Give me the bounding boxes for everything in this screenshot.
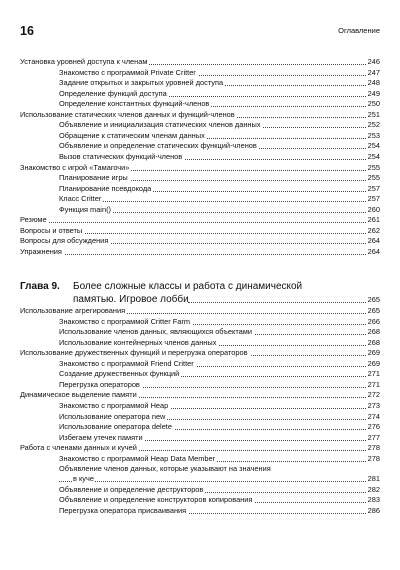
dot-leader: [20, 222, 368, 223]
toc-page-number: 278: [367, 443, 380, 453]
toc-section-entry: [20, 163, 380, 173]
dot-leader: [59, 481, 368, 482]
toc-subsection-entry: [20, 173, 380, 183]
toc-entry-title: Использование оператора new: [59, 411, 166, 421]
toc-page-number: 255: [367, 173, 380, 183]
toc-entry-title: Вызов статических функций-членов: [59, 151, 183, 161]
toc-entry-title: Установка уровней доступа к членам: [20, 57, 148, 66]
toc-page-number: 266: [367, 316, 380, 326]
toc-page-number: 264: [367, 236, 380, 246]
toc-page-number: 260: [367, 204, 380, 214]
toc-page-number: 271: [367, 369, 380, 379]
toc-subsection-entry: [20, 464, 380, 484]
toc-page-number: 272: [367, 390, 380, 400]
toc-entry-title: Знакомство с программой Heap: [59, 400, 169, 410]
toc-section-entry: [20, 110, 380, 120]
toc-page-number: 254: [367, 151, 380, 161]
toc-subsection-entry: [20, 317, 380, 327]
toc-entry-title: Знакомство с программой Critter Farm: [59, 316, 191, 326]
toc-page-number: 255: [367, 162, 380, 172]
toc-subsection-entry: [20, 380, 380, 390]
toc-page-number: 273: [367, 400, 380, 410]
toc-entry-title: Объявление и определение деструкторов: [59, 484, 204, 494]
toc-entry-title: Использование агрегирования: [20, 306, 126, 315]
toc-entry-title: Объявление членов данных, которые указывают на значения: [59, 464, 271, 474]
toc-entry-title: Динамическое выделение памяти: [20, 390, 137, 400]
toc-page-number: 269: [367, 348, 380, 358]
chapter-title-line-1: Более сложные классы и работа с динамической: [73, 281, 303, 292]
toc-subsection-entry: [20, 338, 380, 348]
toc-page-number: 265: [367, 306, 380, 315]
toc-page-number: 247: [367, 67, 380, 77]
toc-page-number: 282: [367, 484, 380, 494]
toc-page-number: 271: [367, 379, 380, 389]
toc-entry-title: Использование статических членов данных и функций-членов: [20, 109, 235, 119]
toc-page-number: 286: [367, 505, 380, 515]
toc-subsection-entry: [20, 495, 380, 505]
chapter-page-row: [73, 295, 380, 305]
toc-entry-title: Обращение к статическим членам данных: [59, 130, 205, 140]
running-title: Оглавление: [338, 26, 380, 35]
chapter-title-line-2: памятью. Игровое лобби: [73, 294, 189, 305]
toc-subsection-entry: [20, 401, 380, 411]
toc-page-number: 261: [367, 215, 380, 225]
toc-entry-title-continuation: в куче: [73, 474, 94, 484]
toc-subsection-entry: [20, 194, 380, 204]
toc-entry-title: Объявление и инициализация статических членов данных: [59, 120, 261, 130]
toc-section-entry: [20, 226, 380, 236]
toc-section-entry: [20, 236, 380, 246]
toc-page-number: 257: [367, 183, 380, 193]
chapter-page-number: 265: [367, 295, 380, 304]
toc-entry-title: Определение константных функций-членов: [59, 99, 210, 109]
toc-entry-title: Знакомство с игрой «Тамагочи»: [20, 162, 130, 172]
dot-leader: [59, 201, 368, 202]
toc-entry-title: Создание дружественных функций: [59, 369, 180, 379]
toc-subsection-entry: [20, 152, 380, 162]
toc-section-entry: [20, 57, 380, 67]
toc-subsection-entry: [20, 89, 380, 99]
toc-subsection-entry: [20, 369, 380, 379]
toc-subsection-entry: [20, 359, 380, 369]
toc-entry-title: Знакомство с программой Heap Data Member: [59, 453, 216, 463]
toc-page-number: 250: [367, 99, 380, 109]
toc-page-number: 264: [367, 246, 380, 256]
toc-entry-title: Перегрузка операторов: [59, 379, 140, 389]
toc-subsection-entry: [20, 205, 380, 215]
toc-page-number: 257: [367, 194, 380, 204]
toc-page-number: 277: [367, 432, 380, 442]
toc-page-number: 248: [367, 78, 380, 88]
toc-page-number: 281: [367, 474, 380, 484]
toc-page-number: 246: [367, 57, 380, 66]
toc-page-number: 268: [367, 337, 380, 347]
toc-entry-title: Объявление и определение статических функций-членов: [59, 141, 257, 151]
dot-leader: [188, 302, 368, 303]
toc-subsection-entry: [20, 131, 380, 141]
toc-page-number: 249: [367, 88, 380, 98]
toc-section-entry: [20, 443, 380, 453]
toc-subsection-entry: [20, 99, 380, 109]
chapter-label: Глава 9.: [20, 281, 60, 292]
toc-subsection-entry: [20, 485, 380, 495]
toc-subsection-entry: [20, 433, 380, 443]
toc-subsection-entry: [20, 454, 380, 464]
toc-entry-title: Знакомство с программой Friend Critter: [59, 358, 194, 368]
table-of-contents: [20, 0, 380, 570]
toc-entry-title: Избегаем утечек памяти: [59, 432, 143, 442]
toc-entry-title: Работа с членами данных и кучей: [20, 443, 137, 453]
toc-entry-title: Определение функций доступа: [59, 88, 167, 98]
toc-entry-title: Объявление и определение конструкторов копирования: [59, 495, 253, 505]
toc-page-number: 268: [367, 327, 380, 337]
toc-entry-title: Планирование псевдокода: [59, 183, 152, 193]
toc-page-number: 276: [367, 422, 380, 432]
page-number: 16: [20, 24, 34, 38]
toc-section-entry: [20, 306, 380, 316]
toc-page-number: 269: [367, 358, 380, 368]
toc-section-entry: [20, 348, 380, 358]
toc-section-entry: [20, 247, 380, 257]
toc-section-entry: [20, 390, 380, 400]
toc-entry-title: Вопросы и ответы: [20, 225, 83, 235]
toc-entry-title: Класс Critter: [59, 194, 102, 204]
toc-entry-title: Использование контейнерных членов данных: [59, 337, 217, 347]
toc-entry-title: Перегрузка оператора присваивания: [59, 505, 187, 515]
toc-subsection-entry: [20, 141, 380, 151]
toc-page-number: 283: [367, 495, 380, 505]
toc-page-number: 278: [367, 453, 380, 463]
toc-page-number: 253: [367, 130, 380, 140]
toc-page-number: 251: [367, 109, 380, 119]
toc-subsection-entry: [20, 120, 380, 130]
toc-section-entry: [20, 215, 380, 225]
toc-entry-title: Знакомство с программой Private Critter: [59, 67, 196, 77]
toc-entry-title: Задание открытых и закрытых уровней доступа: [59, 78, 224, 88]
toc-subsection-entry: [20, 78, 380, 88]
toc-entry-title: Использование оператора delete: [59, 422, 172, 432]
toc-page-number: 252: [367, 120, 380, 130]
toc-subsection-entry: [20, 327, 380, 337]
toc-entry-title: Планирование игры: [59, 173, 128, 183]
toc-entry-title: Упражнения: [20, 246, 62, 256]
toc-subsection-entry: [20, 422, 380, 432]
toc-subsection-entry: [20, 184, 380, 194]
toc-subsection-entry: [20, 506, 380, 516]
toc-entry-title: Резюме: [20, 215, 47, 225]
toc-page-number: 254: [367, 141, 380, 151]
toc-subsection-entry: [20, 412, 380, 422]
toc-entry-title: Использование дружественных функций и перегрузка операторов: [20, 348, 248, 358]
dot-leader: [20, 254, 368, 255]
toc-entry-title: Вопросы для обсуждения: [20, 236, 109, 246]
toc-page-number: 262: [367, 225, 380, 235]
toc-entry-title: Использование членов данных, являющихся объектами: [59, 327, 252, 337]
toc-subsection-entry: [20, 68, 380, 78]
toc-entry-title: Функция main(): [59, 204, 111, 214]
toc-page-number: 274: [367, 411, 380, 421]
